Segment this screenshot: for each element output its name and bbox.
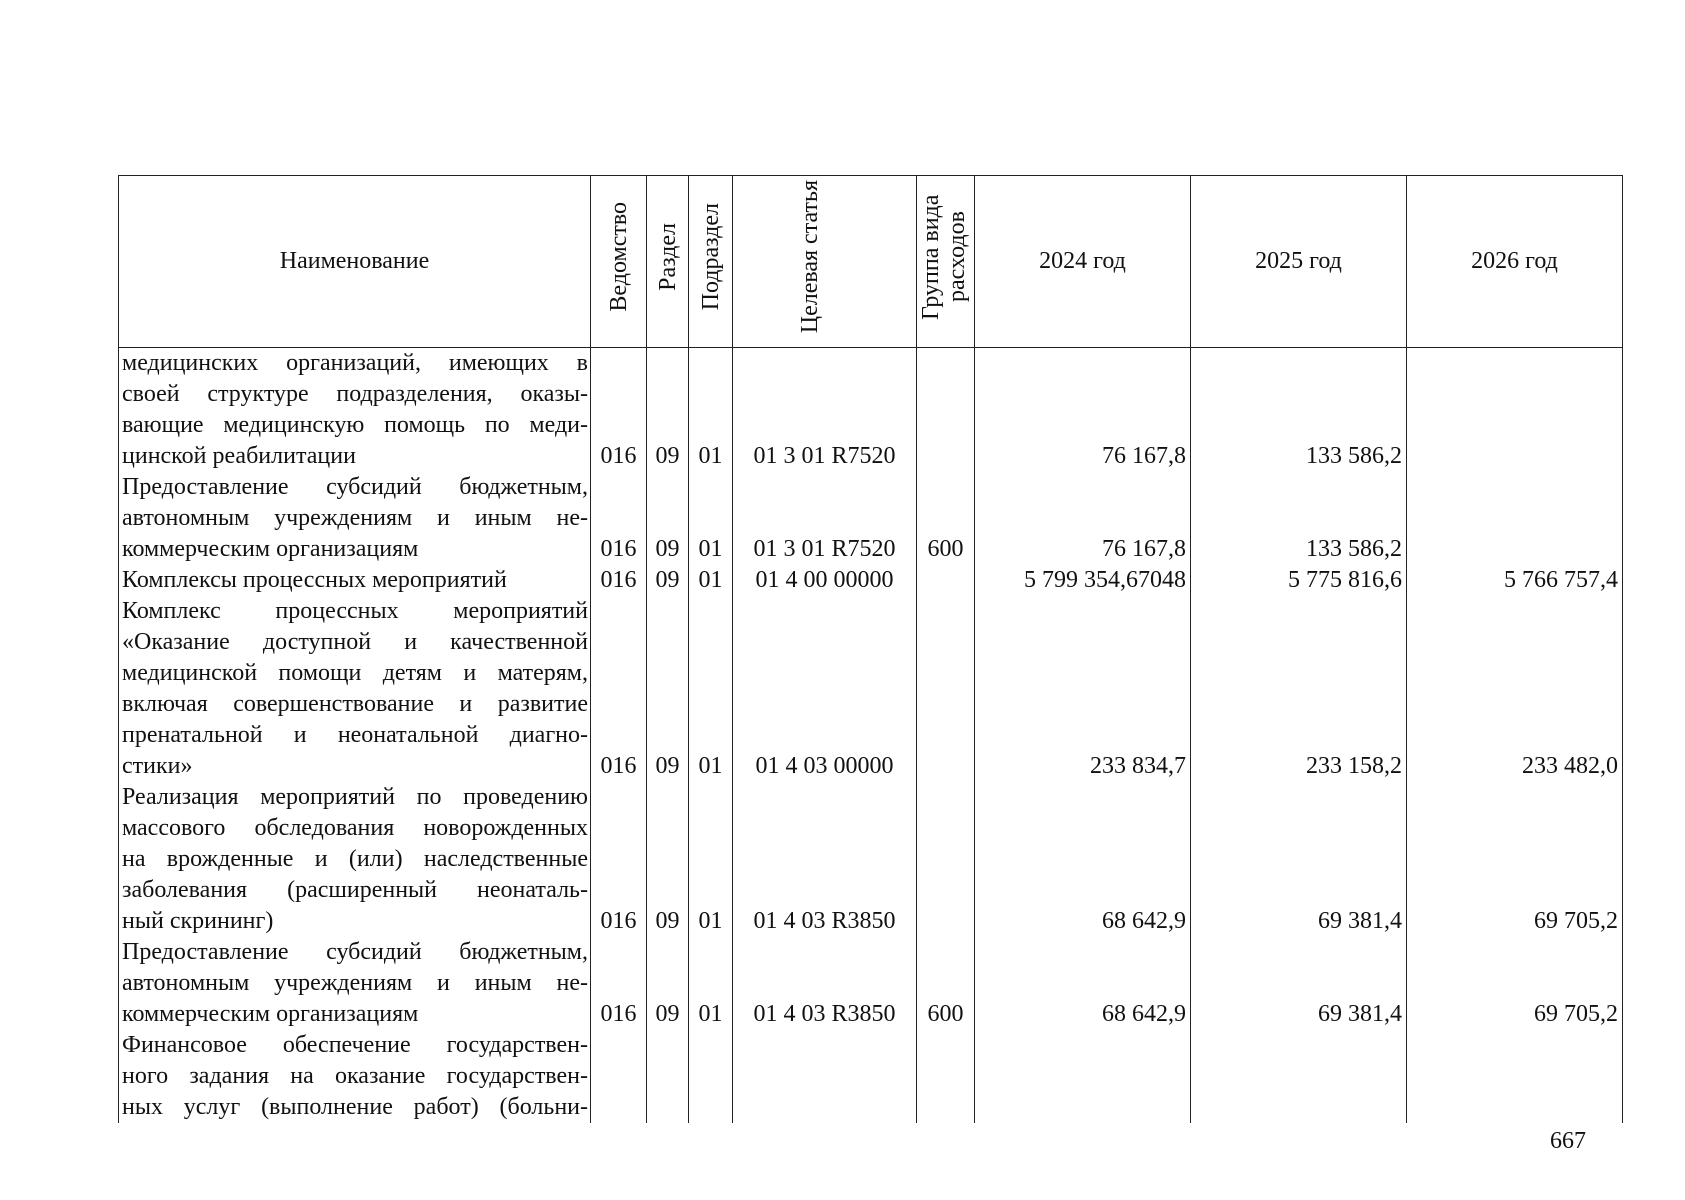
row-name-line: вающие медицинскую помощь по меди- [122,412,588,438]
header-group: Группа вида расходов [917,176,975,348]
cell-y2025 [1191,1030,1407,1123]
cell-y2026: 69 705,2 [1407,937,1623,1030]
cell-group: 600 [917,472,975,565]
cell-y2025: 5 775 816,6 [1191,565,1407,596]
row-name-line: автономным учреждениям и иным не- [122,970,588,996]
row-name-line: своей структуре подразделения, оказы- [122,381,588,407]
cell-y2024: 76 167,8 [975,348,1191,473]
cell-y2026: 233 482,0 [1407,596,1623,782]
header-2026: 2026 год [1407,176,1623,348]
row-name-line: Комплекс процессных мероприятий [122,598,588,624]
header-2025: 2025 год [1191,176,1407,348]
cell-section: 09 [647,937,689,1030]
cell-target [733,1030,917,1123]
cell-y2024: 76 167,8 [975,472,1191,565]
cell-y2026: 5 766 757,4 [1407,565,1623,596]
row-name [119,596,591,782]
row-name [119,472,591,565]
row-name-line: «Оказание доступной и качественной [122,629,588,655]
cell-target: 01 3 01 R7520 [733,348,917,473]
cell-subsection: 01 [689,348,733,473]
row-name-line: на врожденные и (или) наследственные [122,846,588,872]
cell-dept: 016 [591,348,647,473]
cell-section: 09 [647,565,689,596]
cell-target: 01 4 00 00000 [733,565,917,596]
cell-section: 09 [647,782,689,937]
row-name [119,348,591,473]
table-body [119,348,1623,1124]
cell-y2024: 68 642,9 [975,782,1191,937]
row-name-line: коммерческим организациям [122,536,419,562]
row-name-line: Финансовое обеспечение государствен- [122,1032,588,1058]
cell-subsection [689,1030,733,1123]
cell-subsection: 01 [689,782,733,937]
cell-target: 01 4 03 R3850 [733,937,917,1030]
row-name-line: коммерческим организациям [122,1001,419,1027]
header-name: Наименование [119,176,591,348]
cell-section [647,1030,689,1123]
cell-y2024: 233 834,7 [975,596,1191,782]
cell-dept [591,1030,647,1123]
row-name-line: автономным учреждениям и иным не- [122,505,588,531]
row-name [119,782,591,937]
cell-subsection: 01 [689,596,733,782]
budget-table [118,175,1623,1123]
row-name-line: стики» [122,753,193,779]
table-row [119,348,1623,473]
cell-y2025: 69 381,4 [1191,937,1407,1030]
row-name-line: Комплексы процессных мероприятий [122,567,507,593]
cell-target: 01 4 03 R3850 [733,782,917,937]
cell-section: 09 [647,596,689,782]
row-name-line: цинской реабилитации [122,443,356,469]
cell-y2024: 68 642,9 [975,937,1191,1030]
row-name-line: медицинских организаций, имеющих в [122,350,588,376]
table-row [119,472,1623,565]
cell-y2024: 5 799 354,67048 [975,565,1191,596]
cell-dept: 016 [591,565,647,596]
row-name-line: Предоставление субсидий бюджетным, [122,474,588,500]
cell-y2026 [1407,348,1623,473]
cell-dept: 016 [591,782,647,937]
cell-group [917,565,975,596]
cell-y2025: 233 158,2 [1191,596,1407,782]
table-row [119,565,1623,596]
cell-target: 01 4 03 00000 [733,596,917,782]
cell-group [917,1030,975,1123]
row-name-line: массового обследования новорожденных [122,815,588,841]
header-section: Раздел [647,176,689,348]
cell-dept: 016 [591,937,647,1030]
row-name-line: пренатальной и неонатальной диагно- [122,722,588,748]
table-header-row [119,176,1623,348]
row-name-line: ных услуг (выполнение работ) (больни- [122,1094,588,1120]
row-name-line: заболевания (расширенный неонаталь- [122,877,588,903]
cell-group [917,782,975,937]
cell-y2025: 133 586,2 [1191,472,1407,565]
cell-section: 09 [647,348,689,473]
cell-subsection: 01 [689,937,733,1030]
cell-y2024 [975,1030,1191,1123]
page-number: 667 [1550,1128,1586,1154]
cell-dept: 016 [591,472,647,565]
row-name-line: включая совершенствование и развитие [122,691,588,717]
table-row [119,937,1623,1030]
header-target: Целевая статья [733,176,917,348]
table-row [119,596,1623,782]
row-name-line: Предоставление субсидий бюджетным, [122,939,588,965]
cell-y2026: 69 705,2 [1407,782,1623,937]
header-subsection: Подраздел [689,176,733,348]
cell-subsection: 01 [689,472,733,565]
cell-subsection: 01 [689,565,733,596]
cell-y2025: 133 586,2 [1191,348,1407,473]
header-dept: Ведомство [591,176,647,348]
row-name-line: ный скрининг) [122,908,274,934]
row-name [119,1030,591,1123]
cell-group [917,596,975,782]
cell-y2026 [1407,1030,1623,1123]
cell-target: 01 3 01 R7520 [733,472,917,565]
row-name-line: ного задания на оказание государствен- [122,1063,588,1089]
row-name-line: Реализация мероприятий по проведению [122,784,588,810]
table-row [119,782,1623,937]
cell-group: 600 [917,937,975,1030]
row-name-line: медицинской помощи детям и матерям, [122,660,588,686]
cell-y2025: 69 381,4 [1191,782,1407,937]
header-2024: 2024 год [975,176,1191,348]
cell-y2026 [1407,472,1623,565]
table-row [119,1030,1623,1123]
row-name [119,937,591,1030]
cell-group [917,348,975,473]
cell-section: 09 [647,472,689,565]
cell-dept: 016 [591,596,647,782]
row-name [119,565,591,596]
